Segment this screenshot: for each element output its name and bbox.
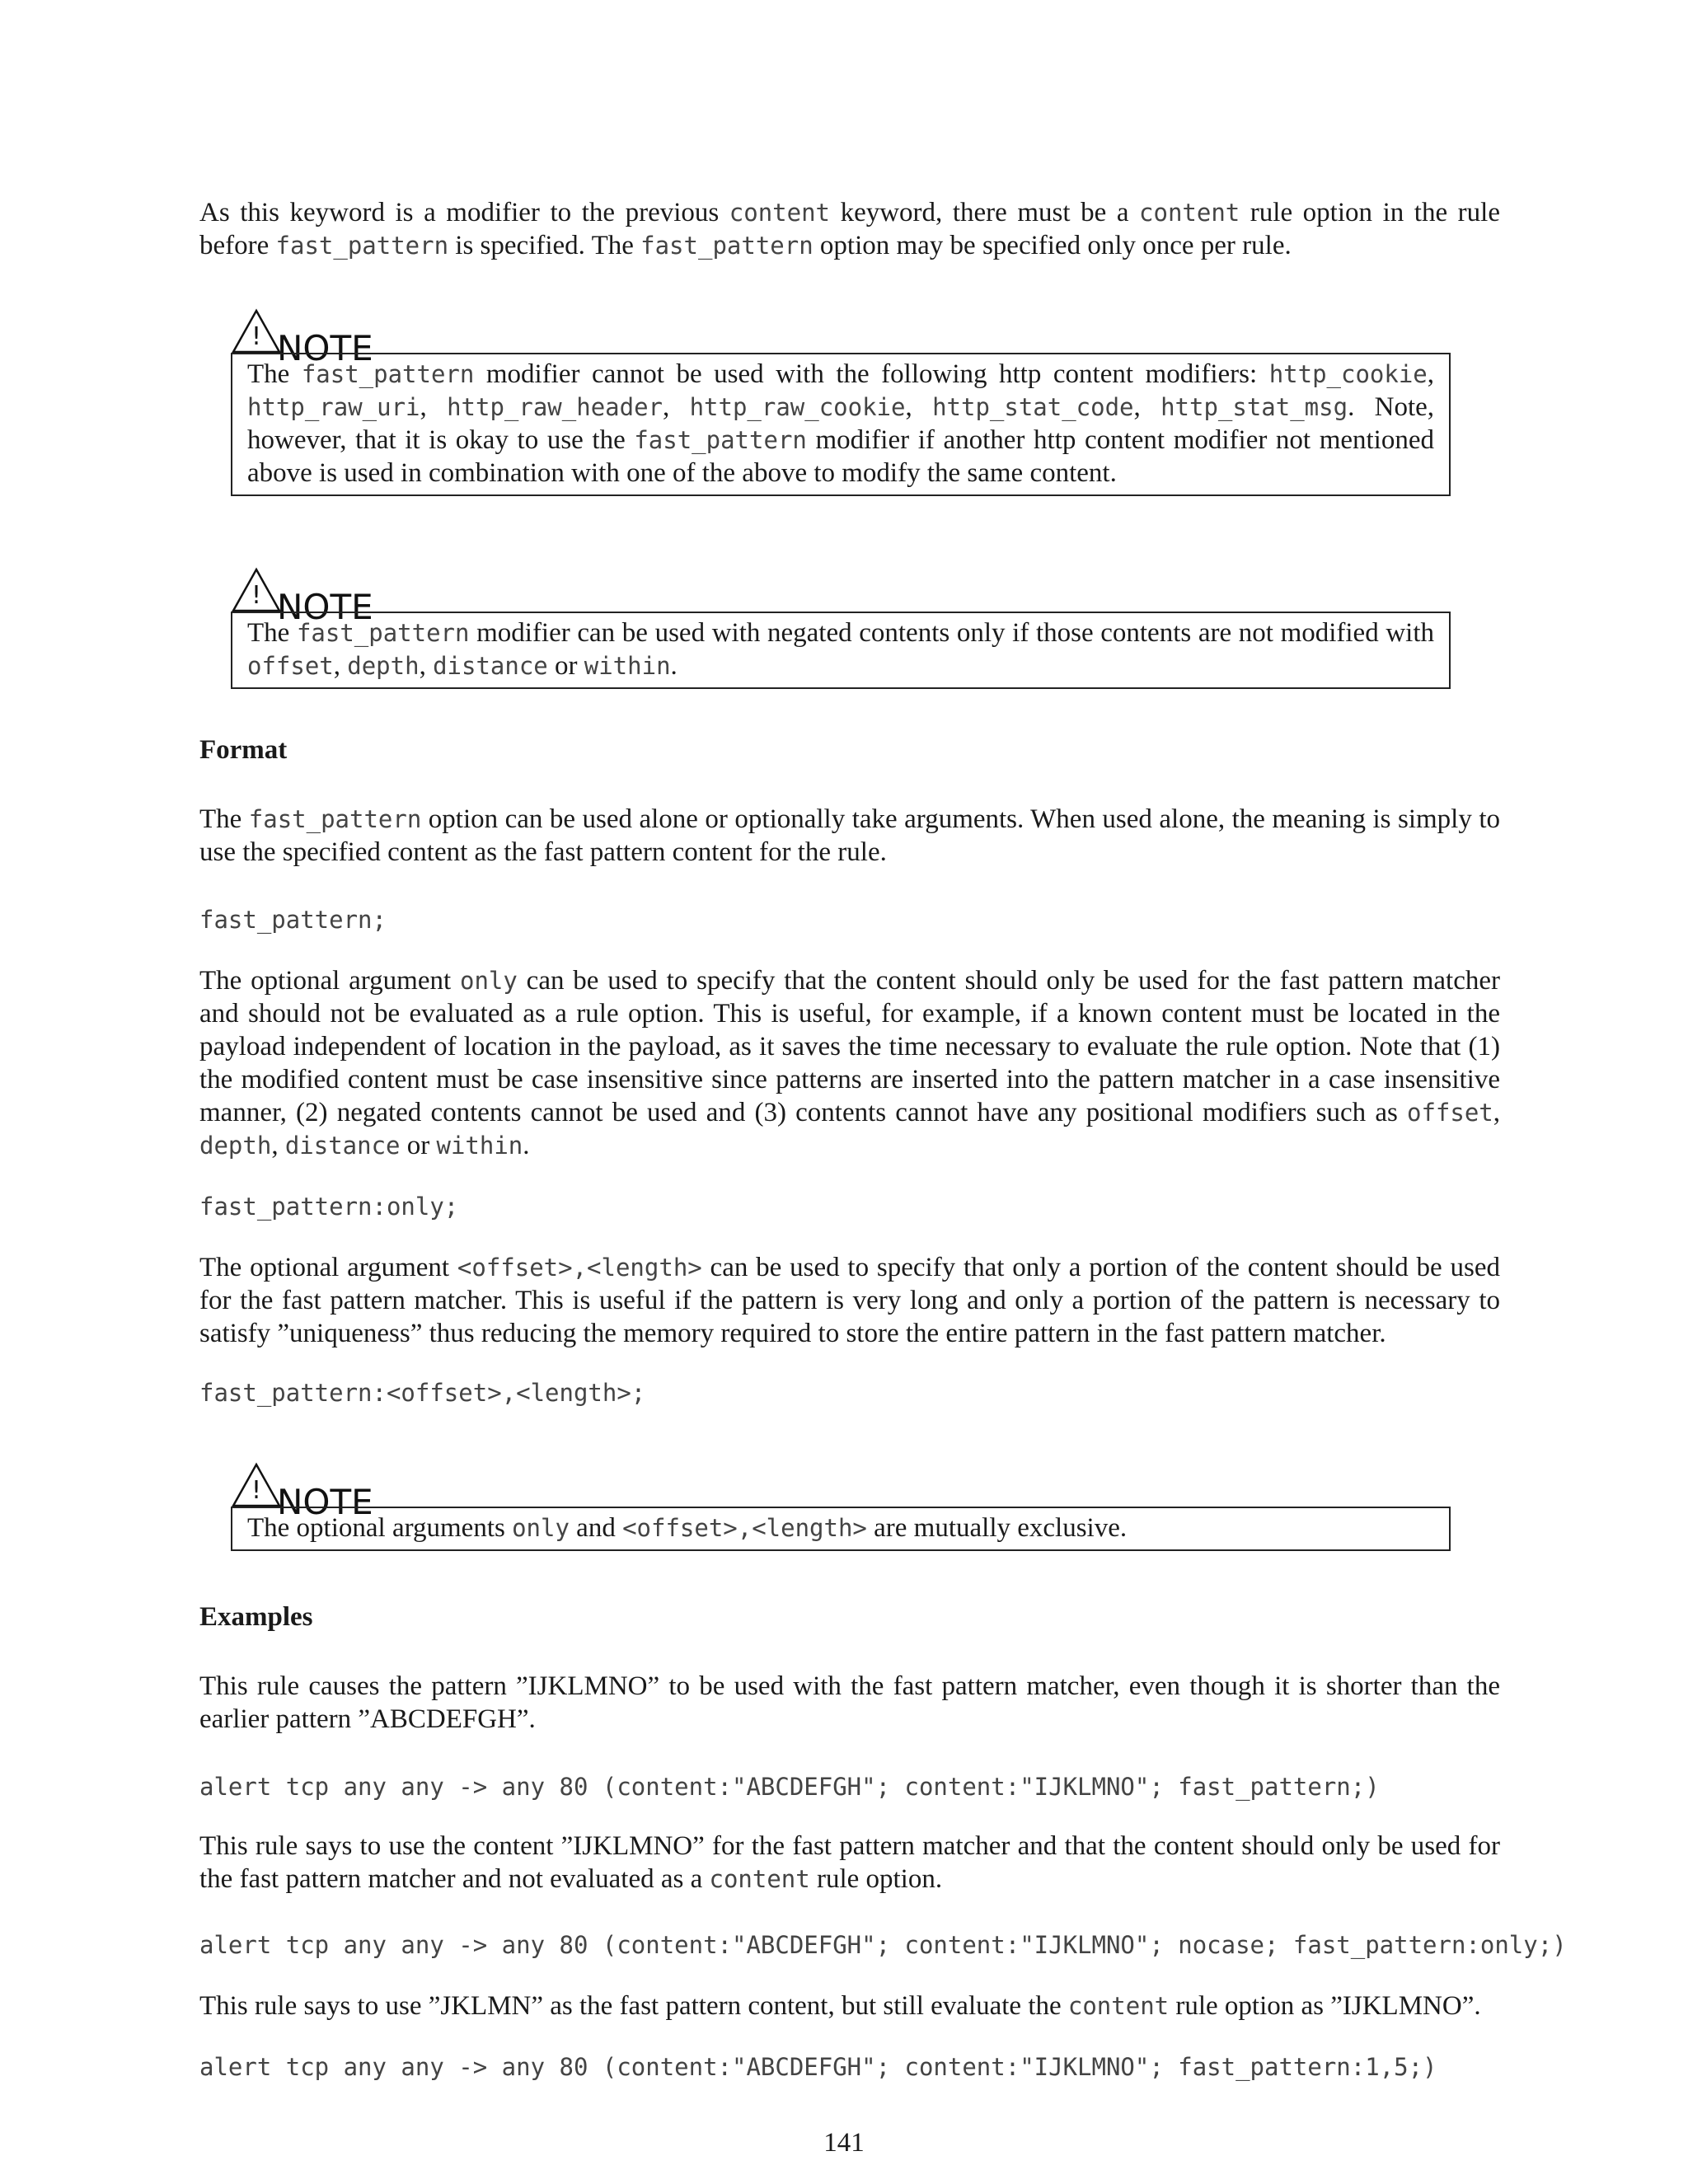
warning-icon bbox=[231, 308, 282, 354]
page-number: 141 bbox=[823, 2128, 865, 2158]
note-label: NOTE bbox=[277, 1482, 373, 1522]
code-example: alert tcp any any -> any 80 (content:"ABCDEFGH"; content:"IJKLMNO"; nocase; fast_pattern:only;) bbox=[199, 1931, 1567, 1959]
svg-text:!: ! bbox=[251, 581, 262, 610]
note-label: NOTE bbox=[277, 587, 373, 627]
code-example: fast_pattern:only; bbox=[199, 1193, 459, 1221]
example-paragraph: This rule says to use the content ”IJKLMNO” for the fast pattern matcher and that the content should only be used for the fast pattern matcher and not evaluated as a content rule option. bbox=[199, 1831, 1500, 1894]
example-paragraph: This rule causes the pattern ”IJKLMNO” to be used with the fast pattern matcher, even though it is shorter than the earlier pattern ”ABCDEFGH”. bbox=[199, 1671, 1500, 1734]
only-argument-paragraph: The optional argument only can be used to specify that the content should only be used for the fast pattern matcher and should not be evaluated as a rule option. This is useful, for example, if a known content must be located in the payload independent of location in the payload, as it saves the time necessary to evaluate the rule option. Note that (1) the modified content must be case insensitive since patterns are inserted into the pattern matcher in a case insensitive manner, (2) negated contents cannot be used and (3) contents cannot have any positional modifiers such as offset, depth, distance or within. bbox=[199, 966, 1501, 1160]
note-header bbox=[231, 305, 373, 368]
note-box: The optional arguments only and <offset>,<length> are mutually exclusive. bbox=[231, 1507, 1451, 1551]
note-box: The fast_pattern modifier can be used with negated contents only if those contents are not modified with offset, depth, distance or within. bbox=[231, 612, 1451, 689]
code-example: alert tcp any any -> any 80 (content:"ABCDEFGH"; content:"IJKLMNO"; fast_pattern:1,5;) bbox=[199, 2053, 1437, 2081]
offset-length-paragraph: The optional argument <offset>,<length> can be used to specify that only a portion of the content should be used for the fast pattern matcher. This is useful if the pattern is very long and only a portion of the pattern is necessary to satisfy ”uniqueness” thus reducing the memory required to store the entire pattern in the fast pattern matcher. bbox=[199, 1253, 1500, 1348]
note-box: The fast_pattern modifier cannot be used with the following http content modifiers: http_cookie, http_raw_uri, http_raw_header, http_raw_cookie, http_stat_code, http_stat_msg. Note, however, that it is okay to use the fast_pattern modifier if another http content modifier not mentioned above is used in combination with one of the above to modify the same content. bbox=[231, 353, 1451, 496]
code-example: fast_pattern; bbox=[199, 906, 387, 934]
format-heading: Format bbox=[199, 735, 288, 765]
code-example: fast_pattern:<offset>,<length>; bbox=[199, 1379, 646, 1407]
example-paragraph: This rule says to use ”JKLMN” as the fast pattern content, but still evaluate the content rule option as ”IJKLMNO”. bbox=[199, 1991, 1481, 2021]
warning-icon bbox=[231, 1462, 282, 1508]
code-example: alert tcp any any -> any 80 (content:"ABCDEFGH"; content:"IJKLMNO"; fast_pattern;) bbox=[199, 1773, 1380, 1801]
format-paragraph: The fast_pattern option can be used alone or optionally take arguments. When used alone, the meaning is simply to use the specified content as the fast pattern content for the rule. bbox=[199, 804, 1500, 867]
note-label: NOTE bbox=[277, 328, 373, 368]
note-header bbox=[231, 564, 373, 627]
warning-icon bbox=[231, 567, 282, 613]
svg-text:!: ! bbox=[251, 322, 262, 351]
note-header bbox=[231, 1459, 373, 1522]
examples-heading: Examples bbox=[199, 1602, 313, 1632]
intro-paragraph: As this keyword is a modifier to the previous content keyword, there must be a content rule option in the rule before fast_pattern is specified. The fast_pattern option may be specified only once per rule. bbox=[199, 198, 1500, 260]
svg-text:!: ! bbox=[251, 1476, 262, 1505]
